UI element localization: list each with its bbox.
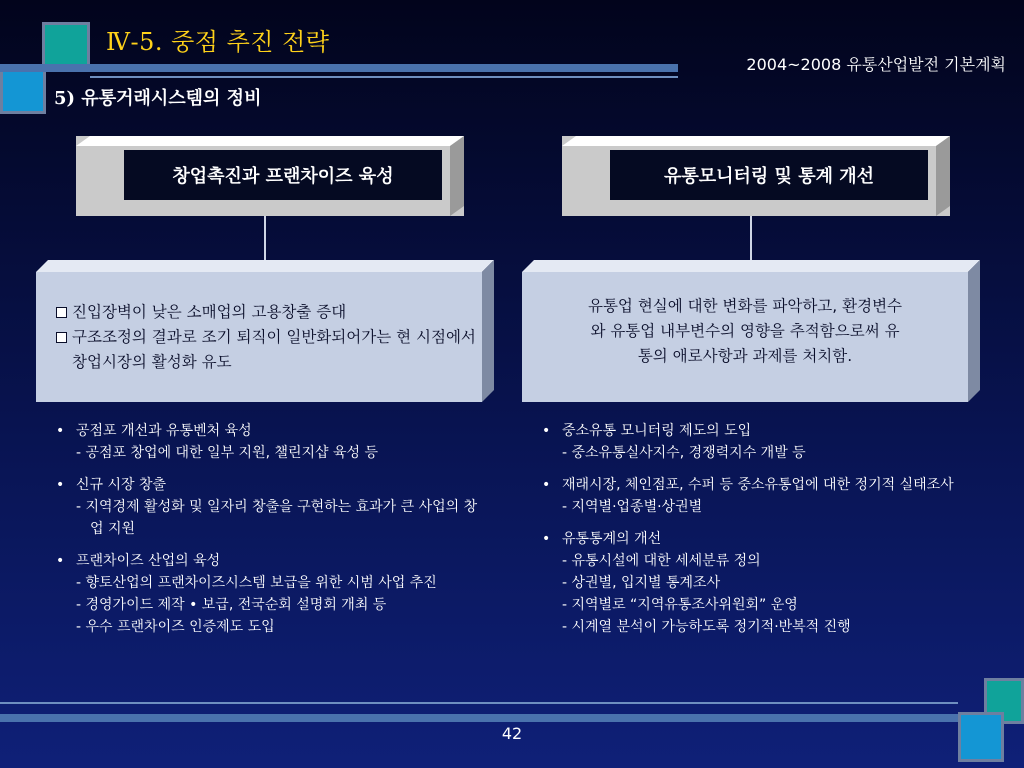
bullet-dot-icon: • [56, 477, 65, 493]
bullet-sub: - 유통시설에 대한 세세분류 정의 [562, 553, 761, 569]
left-heading-box [76, 136, 464, 216]
bullet-item [540, 474, 980, 518]
bullet-sub: - 시계열 분석이 가능하도록 정기적·반복적 진행 [562, 619, 851, 635]
bullet-sub: - 우수 프랜차이즈 인증제도 도입 [76, 619, 275, 635]
right-info-box [522, 260, 980, 402]
left-info-box [36, 260, 494, 402]
left-info-item: 진입장벽이 낮은 소매업의 고용창출 증대 [56, 300, 476, 325]
bullet-dot-icon: • [542, 531, 551, 547]
left-info-item: 구조조정의 결과로 조기 퇴직이 일반화되어가는 현 시점에서 창업시장의 활성화 유도 [56, 325, 476, 375]
footer-line [0, 702, 958, 704]
header-band [0, 64, 678, 72]
right-info-line: 유통업 현실에 대한 변화를 파악하고, 환경변수 [587, 297, 903, 315]
bullet-title: 프랜차이즈 산업의 육성 [76, 553, 221, 569]
chapter-title: Ⅳ-5. 중점 추진 전략 [106, 28, 330, 56]
section-title: 5) 유통거래시스템의 정비 [54, 88, 262, 109]
decor-square-blue [0, 68, 46, 114]
footer-band [0, 714, 968, 722]
plan-title: 2004~2008 유통산업발전 기본계획 [746, 55, 1006, 74]
right-heading-box [562, 136, 950, 216]
bullet-sub: - 지역별·업종별·상권별 [562, 499, 703, 515]
right-info-line: 통의 애로사항과 과제를 처치함. [637, 347, 853, 365]
left-info-text [56, 300, 476, 375]
left-connector [264, 216, 266, 260]
bullet-item [54, 474, 484, 540]
right-connector [750, 216, 752, 260]
bullet-item [54, 550, 484, 638]
bullet-sub: - 지역경제 활성화 및 일자리 창출을 구현하는 효과가 큰 사업의 창업 지원 [76, 499, 478, 537]
bullet-sub: - 경영가이드 제작 • 보급, 전국순회 설명회 개최 등 [76, 597, 387, 613]
bullet-title: 재래시장, 체인점포, 수퍼 등 중소유통업에 대한 정기적 실태조사 [562, 477, 954, 493]
bullet-sub: - 공점포 창업에 대한 일부 지원, 챌린지샵 육성 등 [76, 445, 379, 461]
bullet-item [54, 420, 484, 464]
bullet-item [540, 528, 980, 638]
header-line [90, 76, 678, 78]
bullet-sub: - 향토산업의 프랜차이즈시스템 보급을 위한 시범 사업 추진 [76, 575, 437, 591]
checkbox-icon [56, 332, 67, 343]
bullet-sub: - 중소유통실사지수, 경쟁력지수 개발 등 [562, 445, 806, 461]
decor-square-teal [42, 22, 90, 70]
right-heading-label: 유통모니터링 및 통계 개선 [610, 150, 928, 200]
left-bullet-list [54, 420, 484, 648]
bullet-title: 유통통계의 개선 [562, 531, 662, 547]
bullet-dot-icon: • [56, 423, 65, 439]
bullet-title: 신규 시장 창출 [76, 477, 167, 493]
bullet-sub: - 상권별, 입지별 통계조사 [562, 575, 721, 591]
page-number: 42 [501, 724, 523, 743]
right-info-text [530, 294, 960, 369]
bullet-dot-icon: • [56, 553, 65, 569]
bullet-sub: - 지역별로 “지역유통조사위원회” 운영 [562, 597, 798, 613]
checkbox-icon [56, 307, 67, 318]
bullet-title: 중소유통 모니터링 제도의 도입 [562, 423, 752, 439]
left-heading-label: 창업촉진과 프랜차이즈 육성 [124, 150, 442, 200]
bullet-item [540, 420, 980, 464]
bullet-dot-icon: • [542, 423, 551, 439]
right-bullet-list [540, 420, 980, 648]
bullet-dot-icon: • [542, 477, 551, 493]
bullet-title: 공점포 개선과 유통벤처 육성 [76, 423, 252, 439]
right-info-line: 와 유통업 내부변수의 영향을 추적함으로써 유 [590, 322, 900, 340]
